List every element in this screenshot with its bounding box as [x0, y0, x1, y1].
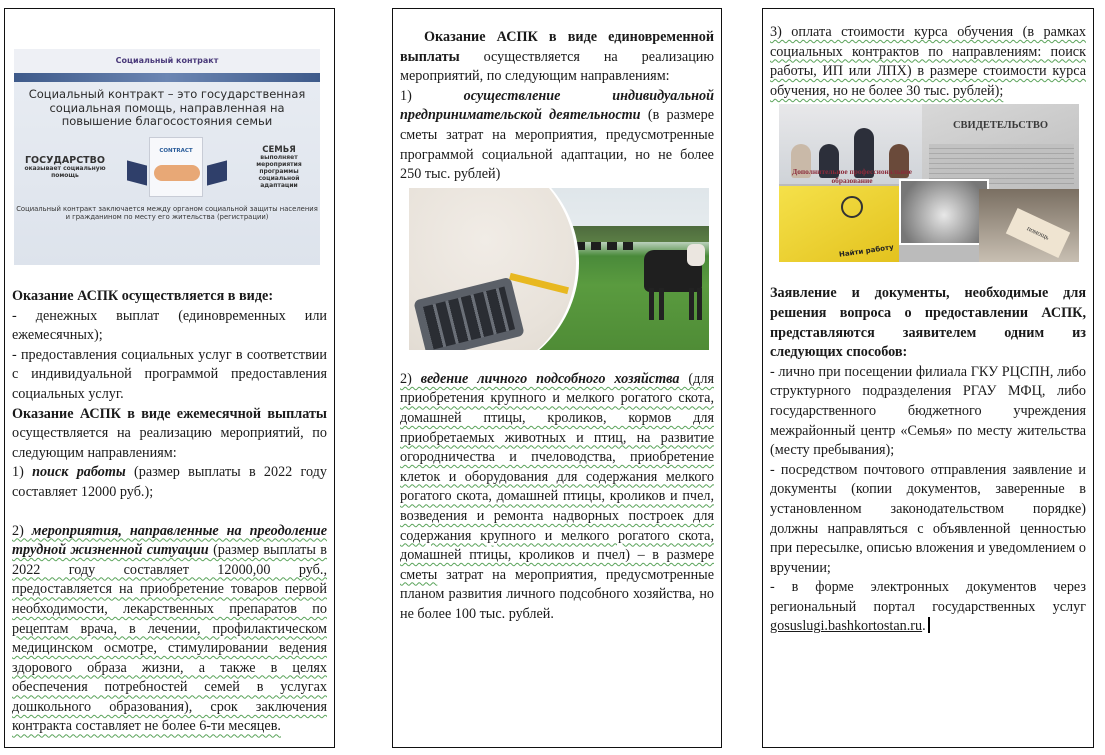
item-number: 1): [400, 87, 464, 104]
help-card: помощь: [1006, 208, 1070, 258]
cow-leg: [659, 288, 664, 320]
item-text-end: затрат на мероприятия, предусмотренные планом развития личного подсобного хозяйства, но не более 100 тыс. рублей.: [400, 566, 714, 622]
submission-way-electronic: [770, 578, 1086, 637]
slide-family: [244, 146, 314, 190]
lump-sum-heading: Оказание АСПК в виде единовременной выплаты: [400, 29, 714, 65]
certificate-lines: [929, 144, 1074, 184]
period: .: [922, 618, 926, 635]
lump-sum-text: осуществляется на реализацию мероприятий, по следующим направлениям:: [400, 48, 714, 85]
brochure-panel-middle: [392, 8, 722, 748]
documents-heading: Заявление и документы, необходимые для решения вопроса о предоставлении АСПК, представляются заявителем одним из следующих способов:: [770, 285, 1086, 361]
slide-band: [14, 73, 320, 82]
social-contract-image: [14, 49, 320, 265]
family-text: выполняет мероприятия программы социальной адаптации: [256, 154, 302, 190]
item-number: 2): [400, 370, 421, 387]
contract-paper: CONTRACT: [149, 137, 203, 197]
item-title: мероприятия, направленные на преодоление трудной жизненной ситуации: [12, 522, 327, 559]
family-hands-icon: [899, 179, 989, 245]
help-photo: [979, 189, 1079, 262]
brochure-panel-left: [4, 8, 335, 748]
slide-footer: Социальный контракт заключается между органом социальной защиты населения и гражданином по месту его жительства (регистрации): [16, 204, 318, 221]
lump-sum-paragraph: [400, 28, 714, 87]
monthly-text: осуществляется на реализацию мероприятий, по следующим направлениям:: [12, 425, 327, 461]
state-text: оказывает социальную помощь: [24, 165, 106, 179]
certificate-photo: СВИДЕТЕЛЬСТВО: [922, 104, 1079, 189]
slide-definition: Социальный контракт – это государственная социальная помощь, направленная на повышение благосостояния семьи: [28, 87, 306, 128]
find-job-key-icon: [779, 186, 899, 262]
monthly-payment-paragraph: [12, 405, 327, 464]
cow-leg: [649, 288, 654, 320]
item-training-payment: 3) оплата стоимости курса обучения (в рамках социальных контрактов по направлениям: поиск работы, ИП или ЛПХ) в размере стоимости курса обучения, но не более 30 тыс. рублей);: [770, 24, 1086, 99]
submission-way-in-person: - лично при посещении филиала ГКУ РЦСПН, либо структурного подразделения РГАУ МФЦ, либо государственного бюджетного учреждения межрайонный центр «Семья» по месту жительства (месту пребывания);: [770, 363, 1086, 459]
item-text: (размер выплаты в 2022 году составляет 12000 руб.);: [12, 464, 327, 500]
item-title: ведение личного подсобного хозяйства: [420, 370, 680, 387]
monthly-heading: Оказание АСПК в виде ежемесячной выплаты: [12, 405, 327, 422]
key-label: Найти работу: [838, 243, 895, 260]
item-text: (для приобретения крупного и мелкого рогатого скота, домашней птицы, кроликов, кормов для приобретаемых животных и птиц, на развитие огородничества и пчеловодства, приобретение клеток и оборудования для содержания мелкого рогатого скота, домашней птицы, кроликов и пчел, возведения и ремонта надворных построек для содержания крупного и мелкого рогатого скота, домашней птицы, кроликов и пчел) – в размере сметы: [400, 370, 714, 583]
handshake-icon: [154, 165, 200, 181]
employment-collage-image: [779, 104, 1079, 262]
item-number: 2): [12, 522, 32, 539]
item-title: поиск работы: [32, 464, 126, 481]
calculator-cow-image: [409, 188, 709, 350]
slide-state: [20, 156, 110, 179]
item-text: (в размере сметы затрат на мероприятия, предусмотренные программой социальной адаптации, но не более 250 тыс. рублей): [400, 107, 714, 183]
submission-way-mail: - посредством почтового отправления заявление и документы (копии документов, заверенные в установленном законодательством порядке) должны направляться с объявленной ценностью при пересылке, описью вложения и уведомлением о вручении;: [770, 461, 1086, 576]
item-job-search: [12, 463, 327, 502]
family-title: СЕМЬЯ: [262, 144, 296, 155]
item-personal-farm: [400, 370, 714, 625]
forms-heading: Оказание АСПК осуществляется в виде:: [12, 288, 274, 304]
state-title: ГОСУДАРСТВО: [25, 155, 105, 166]
item-difficult-situation: [12, 522, 327, 738]
item-title: осуществление индивидуальной предпринимательской деятельности: [400, 87, 714, 124]
slide-header: Социальный контракт: [14, 49, 320, 73]
handshake-contract-icon: [127, 137, 227, 199]
sleeve-right: [207, 160, 227, 185]
cow-head: [687, 244, 705, 266]
item-text: (размер выплаты в 2022 году составляет 12000,00 руб., предоставляется на приобретение товаров первой необходимости, лекарственных препаратов по рецептам врача, в лечении, профилактическом медицинском осмотре, стимулировании ведения здорового образа жизни, а также в целях обеспечения потребностей семей в услугах дошкольного образования), срок заключения контракта составляет не более 6-ти месяцев.: [12, 542, 328, 735]
electronic-text: - в форме электронных документов через региональный портал государственных услуг: [770, 579, 1086, 615]
cow-leg: [697, 288, 702, 320]
smiley-icon: [841, 196, 863, 218]
cow-leg: [689, 288, 694, 320]
education-label: Дополнительное профессиональное образование: [792, 167, 912, 186]
text-cursor: [928, 617, 930, 633]
sleeve-left: [127, 160, 147, 185]
forms-item-payments: - денежных выплат (единовременных или ежемесячных);: [12, 307, 327, 344]
gosuslugi-portal-link[interactable]: gosuslugi.bashkortostan.ru: [770, 618, 923, 635]
brochure-panel-right: [762, 8, 1094, 748]
item-entrepreneurship: [400, 87, 714, 185]
item-number: 1): [12, 464, 33, 481]
forms-item-services: - предоставления социальных услуг в соответствии с индивидуальной программой предоставления социальных услуг.: [12, 346, 327, 402]
